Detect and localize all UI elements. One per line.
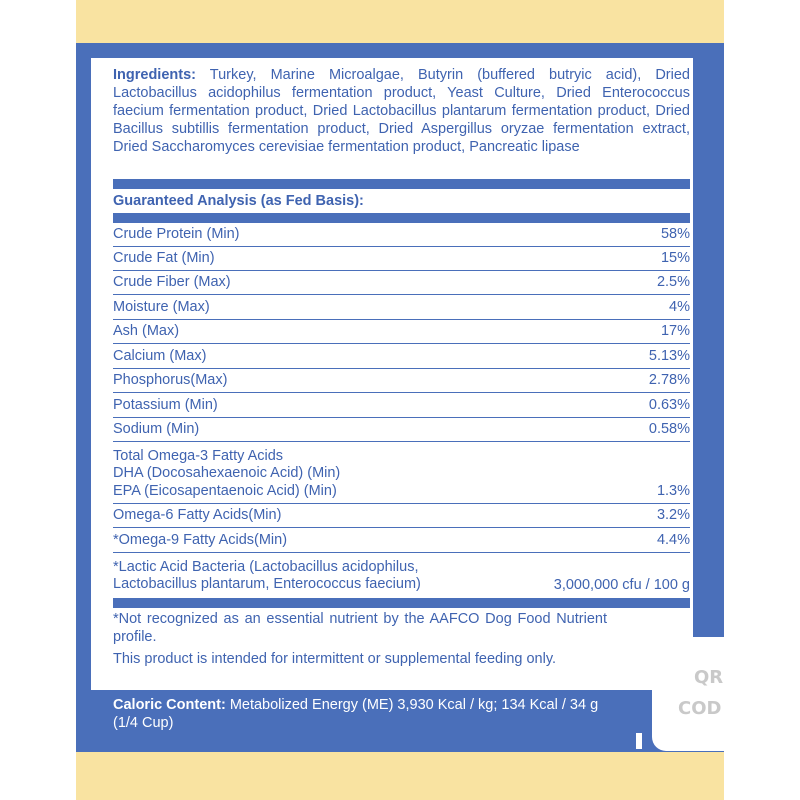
omega3-line-epa: EPA (Eicosapentaenoic Acid) (Min) bbox=[113, 483, 337, 499]
analysis-row bbox=[113, 320, 690, 344]
bacteria-line-1: *Lactic Acid Bacteria (Lactobacillus acidophilus, bbox=[113, 559, 419, 575]
aafco-note: *Not recognized as an essential nutrient by the AAFCO Dog Food Nutrient profile. bbox=[113, 611, 607, 645]
omega9-row bbox=[113, 528, 690, 553]
ingredients-label: Ingredients: bbox=[113, 67, 196, 83]
omega6-name: Omega-6 Fatty Acids(Min) bbox=[113, 507, 282, 523]
analysis-row bbox=[113, 393, 690, 418]
caloric-content bbox=[113, 696, 613, 732]
nutrient-value: 0.63% bbox=[648, 397, 690, 413]
nutrient-name: Sodium (Min) bbox=[113, 421, 200, 437]
bacteria-line-2: Lactobacillus plantarum, Enterococcus faecium) bbox=[113, 576, 421, 592]
caloric-text: Metabolized Energy (ME) 3,930 Kcal / kg; 134 Kcal / 34 g (1/4 Cup) bbox=[113, 697, 599, 731]
nutrient-name: Moisture (Max) bbox=[113, 299, 210, 315]
analysis-heading-divider bbox=[113, 213, 690, 223]
analysis-row bbox=[113, 271, 690, 295]
nutrient-name: Crude Protein (Min) bbox=[113, 226, 240, 242]
analysis-row bbox=[113, 223, 690, 247]
nutrient-value: 15% bbox=[660, 250, 690, 266]
analysis-row bbox=[113, 295, 690, 320]
omega9-name: *Omega-9 Fatty Acids(Min) bbox=[113, 532, 288, 548]
omega9-value: 4.4% bbox=[656, 532, 690, 548]
nutrient-value: 2.5% bbox=[656, 274, 690, 290]
omega3-line-total: Total Omega-3 Fatty Acids bbox=[113, 448, 284, 464]
omega6-row bbox=[113, 504, 690, 528]
nutrient-value: 2.78% bbox=[648, 372, 690, 388]
analysis-row bbox=[113, 418, 690, 442]
bottom-cream-band bbox=[76, 752, 724, 800]
nutrient-value: 17% bbox=[660, 323, 690, 339]
omega6-value: 3.2% bbox=[656, 507, 690, 523]
top-cream-band bbox=[76, 0, 724, 43]
ingredients-block bbox=[113, 66, 690, 156]
caloric-label: Caloric Content: bbox=[113, 697, 226, 713]
analysis-heading: Guaranteed Analysis (as Fed Basis): bbox=[113, 193, 364, 209]
nutrient-value: 0.58% bbox=[648, 421, 690, 437]
analysis-row bbox=[113, 369, 690, 393]
omega3-line-dha: DHA (Docosahexaenoic Acid) (Min) bbox=[113, 465, 341, 481]
omega3-value: 1.3% bbox=[656, 483, 690, 499]
analysis-row bbox=[113, 344, 690, 369]
qr-label-line2: COD bbox=[678, 698, 722, 719]
bacteria-row bbox=[113, 553, 690, 598]
nutrient-value: 5.13% bbox=[648, 348, 690, 364]
nutrient-name: Phosphorus(Max) bbox=[113, 372, 228, 388]
section-divider-bottom bbox=[113, 598, 690, 608]
qr-label-line1: QR bbox=[694, 667, 724, 688]
ingredients-text: Turkey, Marine Microalgae, Butyrin (buffered butryic acid), Dried Lactobacillus acidophilus fermentation product, Yeast Culture, Dried Enterococcus faecium fermentation product, Dried Lactobacillus plantarum fermentation product, Dried Bacillus subtillis fermentation product, Dried Aspergillus oryzae fermentation extract, Dried Saccharomyces cerevisiae fermentation product, Pancreatic lipase bbox=[113, 67, 690, 155]
nutrient-name: Potassium (Min) bbox=[113, 397, 218, 413]
qr-code-box bbox=[652, 637, 742, 751]
nutrient-name: Calcium (Max) bbox=[113, 348, 207, 364]
nutrient-name: Ash (Max) bbox=[113, 323, 180, 339]
decorative-mark bbox=[636, 733, 642, 749]
bacteria-value: 3,000,000 cfu / 100 g bbox=[553, 577, 690, 593]
nutrient-value: 58% bbox=[660, 226, 690, 242]
nutrient-name: Crude Fat (Min) bbox=[113, 250, 215, 266]
feeding-note: This product is intended for intermittent or supplemental feeding only. bbox=[113, 651, 557, 667]
analysis-row bbox=[113, 247, 690, 271]
omega3-row bbox=[113, 442, 690, 504]
nutrient-name: Crude Fiber (Max) bbox=[113, 274, 231, 290]
section-divider-top bbox=[113, 179, 690, 189]
nutrient-value: 4% bbox=[669, 299, 690, 315]
